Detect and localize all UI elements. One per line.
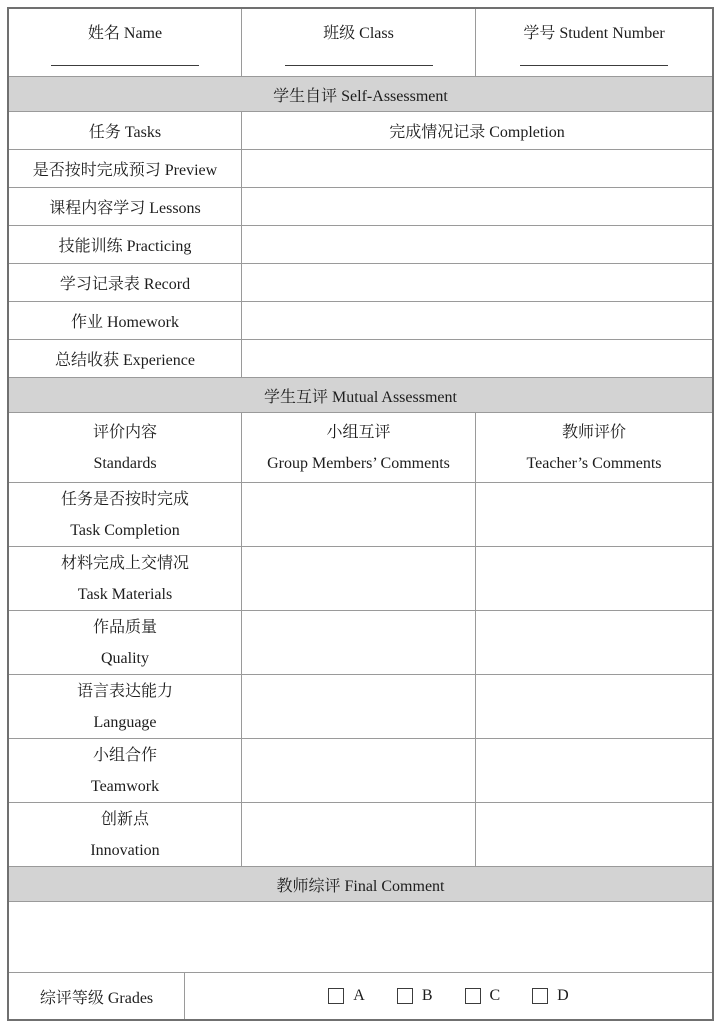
mutual-header-row bbox=[9, 413, 712, 483]
teacher-comment-cell[interactable] bbox=[476, 547, 712, 610]
group-comment-cell[interactable] bbox=[242, 803, 476, 866]
group-comment-cell[interactable] bbox=[242, 611, 476, 674]
completion-cell-practicing[interactable] bbox=[242, 226, 712, 263]
group-comment-cell[interactable] bbox=[242, 739, 476, 802]
standard-label-quality bbox=[9, 611, 242, 674]
final-comment-title: 教师综评 Final Comment bbox=[276, 877, 445, 895]
table-row bbox=[9, 675, 712, 739]
student-number-label: 学号 Student Number bbox=[523, 25, 665, 42]
teacher-comment-cell[interactable] bbox=[476, 739, 712, 802]
standard-en: Innovation bbox=[90, 841, 160, 859]
task-label-experience: 总结收获 Experience bbox=[9, 340, 242, 377]
table-row bbox=[9, 264, 712, 302]
task-label-homework: 作业 Homework bbox=[9, 302, 242, 339]
completion-cell-record[interactable] bbox=[242, 264, 712, 301]
mutual-assessment-title: 学生互评 Mutual Assessment bbox=[264, 388, 457, 406]
task-label-preview: 是否按时完成预习 Preview bbox=[9, 150, 242, 187]
final-comment-area[interactable] bbox=[9, 902, 712, 972]
assessment-form bbox=[7, 7, 714, 1021]
group-comments-header-zh: 小组互评 bbox=[326, 423, 391, 441]
group-comment-cell[interactable] bbox=[242, 675, 476, 738]
self-assessment-title: 学生自评 Self-Assessment bbox=[273, 87, 448, 105]
name-cell bbox=[9, 9, 242, 76]
name-blank-line[interactable] bbox=[51, 65, 199, 66]
task-label-lessons: 课程内容学习 Lessons bbox=[9, 188, 242, 225]
grade-checkbox-b[interactable] bbox=[397, 988, 413, 1004]
standard-en: Task Materials bbox=[77, 585, 173, 603]
standard-zh: 创新点 bbox=[100, 810, 149, 828]
table-row bbox=[9, 150, 712, 188]
teacher-comment-cell[interactable] bbox=[476, 611, 712, 674]
completion-cell-homework[interactable] bbox=[242, 302, 712, 339]
table-row bbox=[9, 188, 712, 226]
standard-en: Quality bbox=[101, 649, 149, 667]
grade-checkbox-c[interactable] bbox=[465, 988, 481, 1004]
standard-en: Language bbox=[93, 713, 157, 731]
student-number-cell bbox=[476, 9, 712, 76]
class-blank-line[interactable] bbox=[285, 65, 433, 66]
completion-cell-lessons[interactable] bbox=[242, 188, 712, 225]
grade-option-label: D bbox=[557, 987, 569, 1004]
student-info-row bbox=[9, 9, 712, 77]
teacher-comments-column-header bbox=[476, 413, 712, 482]
completion-column-header: 完成情况记录 Completion bbox=[389, 124, 565, 141]
standard-zh: 作品质量 bbox=[92, 618, 157, 636]
standard-label-task-materials bbox=[9, 547, 242, 610]
class-label: 班级 Class bbox=[323, 25, 394, 42]
teacher-comment-cell[interactable] bbox=[476, 675, 712, 738]
teacher-comment-cell[interactable] bbox=[476, 483, 712, 546]
group-comment-cell[interactable] bbox=[242, 547, 476, 610]
grade-option-c[interactable] bbox=[465, 987, 501, 1005]
completion-cell-preview[interactable] bbox=[242, 150, 712, 187]
table-row bbox=[9, 803, 712, 867]
standard-zh: 任务是否按时完成 bbox=[60, 490, 189, 508]
final-comment-row bbox=[9, 902, 712, 973]
teacher-comment-cell[interactable] bbox=[476, 803, 712, 866]
standard-label-innovation bbox=[9, 803, 242, 866]
grade-options bbox=[185, 973, 712, 1019]
grade-option-label: A bbox=[353, 987, 365, 1004]
grade-option-label: C bbox=[489, 987, 501, 1004]
table-row bbox=[9, 483, 712, 547]
tasks-column-header: 任务 Tasks bbox=[9, 112, 242, 149]
grades-row bbox=[9, 973, 712, 1019]
standard-label-teamwork bbox=[9, 739, 242, 802]
class-cell bbox=[242, 9, 476, 76]
standard-zh: 语言表达能力 bbox=[76, 682, 173, 700]
grade-option-a[interactable] bbox=[328, 987, 365, 1005]
task-label-record: 学习记录表 Record bbox=[9, 264, 242, 301]
group-comments-header-en: Group Members’ Comments bbox=[267, 454, 450, 472]
grade-option-label: B bbox=[421, 987, 433, 1004]
grade-checkbox-a[interactable] bbox=[328, 988, 344, 1004]
teacher-comments-header-zh: 教师评价 bbox=[561, 423, 626, 441]
table-row bbox=[9, 226, 712, 264]
student-number-blank-line[interactable] bbox=[520, 65, 668, 66]
standards-header-zh: 评价内容 bbox=[92, 423, 157, 441]
standard-en: Task Completion bbox=[70, 521, 180, 539]
completion-cell-experience[interactable] bbox=[242, 340, 712, 377]
standard-label-task-completion bbox=[9, 483, 242, 546]
standard-zh: 材料完成上交情况 bbox=[60, 554, 189, 572]
name-label: 姓名 Name bbox=[87, 25, 163, 42]
table-row bbox=[9, 340, 712, 378]
group-comment-cell[interactable] bbox=[242, 483, 476, 546]
table-row bbox=[9, 739, 712, 803]
standard-en: Teamwork bbox=[90, 777, 160, 795]
mutual-assessment-band bbox=[9, 378, 712, 413]
teacher-comments-header-en: Teacher’s Comments bbox=[526, 454, 662, 472]
grade-option-d[interactable] bbox=[532, 987, 569, 1005]
group-comments-column-header bbox=[242, 413, 476, 482]
grade-option-b[interactable] bbox=[397, 987, 433, 1005]
standard-label-language bbox=[9, 675, 242, 738]
grade-checkbox-d[interactable] bbox=[532, 988, 548, 1004]
task-label-practicing: 技能训练 Practicing bbox=[9, 226, 242, 263]
table-row bbox=[9, 302, 712, 340]
standard-zh: 小组合作 bbox=[92, 746, 157, 764]
table-row bbox=[9, 611, 712, 675]
tasks-header-row bbox=[9, 112, 712, 150]
self-assessment-band bbox=[9, 77, 712, 112]
standards-header-en: Standards bbox=[93, 454, 157, 472]
table-row bbox=[9, 547, 712, 611]
final-comment-band bbox=[9, 867, 712, 902]
grades-label: 综评等级 Grades bbox=[9, 973, 185, 1019]
standards-column-header bbox=[9, 413, 242, 482]
